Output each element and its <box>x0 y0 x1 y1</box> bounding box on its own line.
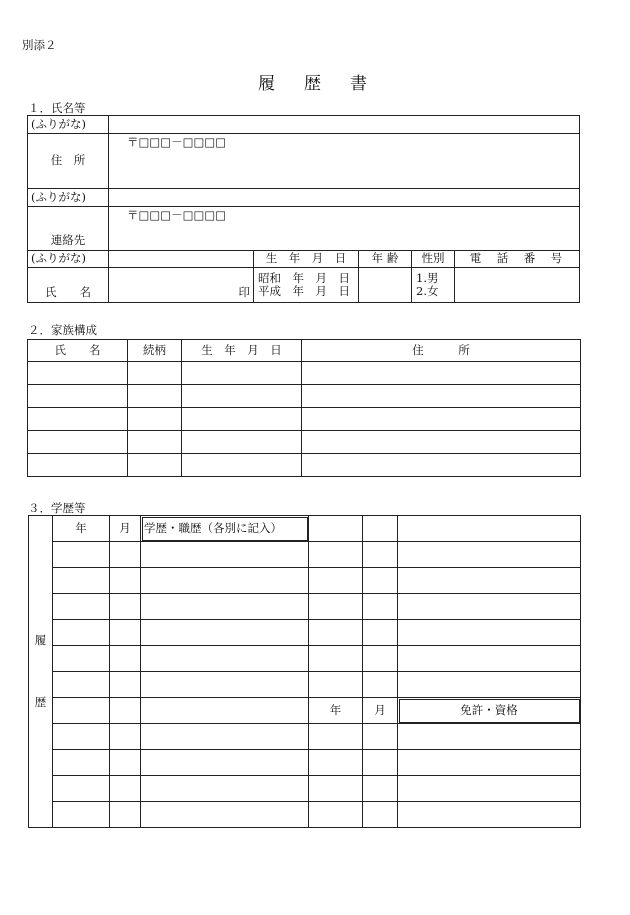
history-cell[interactable] <box>398 594 581 620</box>
family-birth-cell[interactable] <box>182 362 302 385</box>
history-cell[interactable] <box>141 724 309 750</box>
history-header-year: 年 <box>53 516 110 542</box>
history-cell[interactable] <box>309 620 363 646</box>
license-cell[interactable] <box>309 750 363 776</box>
history-cell[interactable] <box>363 516 398 542</box>
history-cell[interactable] <box>398 646 581 672</box>
table-row <box>29 542 581 568</box>
history-cell[interactable] <box>53 542 110 568</box>
table-row <box>29 594 581 620</box>
history-cell[interactable] <box>363 646 398 672</box>
sex-female-option: 2.女 <box>416 284 439 298</box>
table-row <box>28 408 581 431</box>
name-label: 氏 名 <box>28 268 109 303</box>
sex-male-option: 1.男 <box>416 270 439 285</box>
table-row <box>29 698 581 724</box>
history-cell[interactable] <box>110 620 141 646</box>
history-cell[interactable] <box>141 646 309 672</box>
table-row <box>29 724 581 750</box>
table-row <box>29 776 581 802</box>
address-label: 住 所 <box>28 134 109 189</box>
history-cell[interactable] <box>141 672 309 698</box>
history-cell[interactable] <box>53 594 110 620</box>
history-cell[interactable] <box>309 646 363 672</box>
license-cell[interactable] <box>309 802 363 828</box>
family-relation-cell[interactable] <box>128 385 182 408</box>
history-side-char-1: 履 <box>34 633 47 648</box>
age-header: 年 齢 <box>359 251 412 268</box>
history-cell[interactable] <box>53 724 110 750</box>
history-cell[interactable] <box>363 568 398 594</box>
table-row <box>29 672 581 698</box>
license-cell[interactable] <box>363 776 398 802</box>
history-cell[interactable] <box>110 698 141 724</box>
contact-postal-code-template: 〒□□□－□□□□ <box>127 208 227 222</box>
license-header-title: 免許・資格 <box>398 698 581 724</box>
postal-code-template: 〒□□□－□□□□ <box>127 135 227 149</box>
history-cell[interactable] <box>363 620 398 646</box>
family-header-name: 氏 名 <box>28 340 128 362</box>
history-cell[interactable] <box>141 776 309 802</box>
sex-field[interactable] <box>412 268 455 303</box>
era-heisei: 平成 年 月 日 <box>258 284 350 298</box>
family-name-cell[interactable] <box>28 362 128 385</box>
license-cell[interactable] <box>363 724 398 750</box>
contact-field[interactable] <box>109 207 580 251</box>
history-cell[interactable] <box>110 724 141 750</box>
history-cell[interactable] <box>110 802 141 828</box>
furigana-label: (ふりがな) <box>28 116 109 134</box>
license-cell[interactable] <box>309 724 363 750</box>
family-address-cell[interactable] <box>302 454 581 477</box>
table-row <box>29 802 581 828</box>
history-cell[interactable] <box>53 646 110 672</box>
license-cell[interactable] <box>309 776 363 802</box>
history-side-char-2: 歴 <box>34 694 47 709</box>
license-cell[interactable] <box>363 802 398 828</box>
table-row <box>29 646 581 672</box>
family-name-cell[interactable] <box>28 408 128 431</box>
history-cell[interactable] <box>141 698 309 724</box>
contact-furigana-field[interactable] <box>109 189 580 207</box>
family-header-birth: 生 年 月 日 <box>182 340 302 362</box>
family-relation-cell[interactable] <box>128 362 182 385</box>
history-cell[interactable] <box>141 568 309 594</box>
family-address-cell[interactable] <box>302 362 581 385</box>
family-header-relation: 続柄 <box>128 340 182 362</box>
age-field[interactable] <box>359 268 412 303</box>
history-cell[interactable] <box>110 568 141 594</box>
family-header-address: 住 所 <box>302 340 581 362</box>
family-address-cell[interactable] <box>302 408 581 431</box>
table-row <box>28 362 581 385</box>
history-cell[interactable] <box>110 594 141 620</box>
personal-info-table <box>27 115 580 303</box>
history-cell[interactable] <box>363 594 398 620</box>
family-address-cell[interactable] <box>302 431 581 454</box>
family-name-cell[interactable] <box>28 385 128 408</box>
attachment-label: 別添２ <box>22 38 57 52</box>
family-birth-cell[interactable] <box>182 454 302 477</box>
family-birth-cell[interactable] <box>182 431 302 454</box>
history-header-month: 月 <box>110 516 141 542</box>
history-cell[interactable] <box>398 568 581 594</box>
license-cell[interactable] <box>398 724 581 750</box>
history-header-content: 学歴・職歴（各別に記入） <box>141 516 309 542</box>
phone-field[interactable] <box>455 268 580 303</box>
license-header-month: 月 <box>363 698 398 724</box>
furigana-field[interactable] <box>109 116 580 134</box>
license-cell[interactable] <box>398 802 581 828</box>
seal-mark: 印 <box>238 284 250 299</box>
history-cell[interactable] <box>53 776 110 802</box>
history-cell[interactable] <box>398 620 581 646</box>
table-row <box>29 620 581 646</box>
history-cell[interactable] <box>141 750 309 776</box>
birth-date-header: 生 年 月 日 <box>254 251 359 268</box>
license-header-year: 年 <box>309 698 363 724</box>
section1-title: １．氏名等 <box>28 101 86 115</box>
history-cell[interactable] <box>110 542 141 568</box>
history-cell[interactable] <box>141 620 309 646</box>
family-name-cell[interactable] <box>28 431 128 454</box>
history-cell[interactable] <box>53 698 110 724</box>
history-cell[interactable] <box>53 672 110 698</box>
section2-title: ２．家族構成 <box>28 323 97 337</box>
address-field[interactable] <box>109 134 580 189</box>
history-cell[interactable] <box>110 646 141 672</box>
family-relation-cell[interactable] <box>128 454 182 477</box>
name-field[interactable] <box>109 268 254 303</box>
history-cell[interactable] <box>309 594 363 620</box>
era-showa: 昭和 年 月 日 <box>258 270 350 285</box>
history-cell[interactable] <box>398 672 581 698</box>
table-row <box>29 568 581 594</box>
history-cell[interactable] <box>309 542 363 568</box>
history-cell[interactable] <box>141 594 309 620</box>
family-name-cell[interactable] <box>28 454 128 477</box>
family-birth-cell[interactable] <box>182 408 302 431</box>
table-row <box>28 454 581 477</box>
name-furigana-field[interactable] <box>109 251 254 268</box>
history-cell[interactable] <box>110 672 141 698</box>
family-address-cell[interactable] <box>302 385 581 408</box>
history-cell[interactable] <box>363 672 398 698</box>
contact-furigana-label: (ふりがな) <box>28 189 109 207</box>
sex-header: 性別 <box>412 251 455 268</box>
history-cell[interactable] <box>309 516 363 542</box>
license-cell[interactable] <box>398 776 581 802</box>
family-birth-cell[interactable] <box>182 385 302 408</box>
family-relation-cell[interactable] <box>128 431 182 454</box>
page-title: 履 歴 書 <box>258 74 373 94</box>
history-cell[interactable] <box>363 542 398 568</box>
history-cell[interactable] <box>53 620 110 646</box>
history-cell[interactable] <box>141 542 309 568</box>
history-cell[interactable] <box>141 802 309 828</box>
table-row <box>28 385 581 408</box>
table-row <box>29 750 581 776</box>
history-cell[interactable] <box>309 568 363 594</box>
phone-header: 電 話 番 号 <box>455 251 580 268</box>
birth-date-field[interactable] <box>254 268 359 303</box>
name-furigana-label: (ふりがな) <box>28 251 109 268</box>
family-relation-cell[interactable] <box>128 408 182 431</box>
section3-title: ３．学歴等 <box>28 501 86 515</box>
table-row <box>28 431 581 454</box>
contact-label: 連絡先 <box>28 207 109 251</box>
license-cell[interactable] <box>363 750 398 776</box>
history-cell[interactable] <box>398 542 581 568</box>
history-cell[interactable] <box>53 568 110 594</box>
history-cell[interactable] <box>53 802 110 828</box>
history-cell[interactable] <box>110 776 141 802</box>
history-cell[interactable] <box>53 750 110 776</box>
history-cell[interactable] <box>398 516 581 542</box>
family-table <box>27 339 581 477</box>
history-cell[interactable] <box>110 750 141 776</box>
history-table <box>28 515 581 828</box>
history-side-label <box>29 516 53 828</box>
history-cell[interactable] <box>309 672 363 698</box>
license-cell[interactable] <box>398 750 581 776</box>
